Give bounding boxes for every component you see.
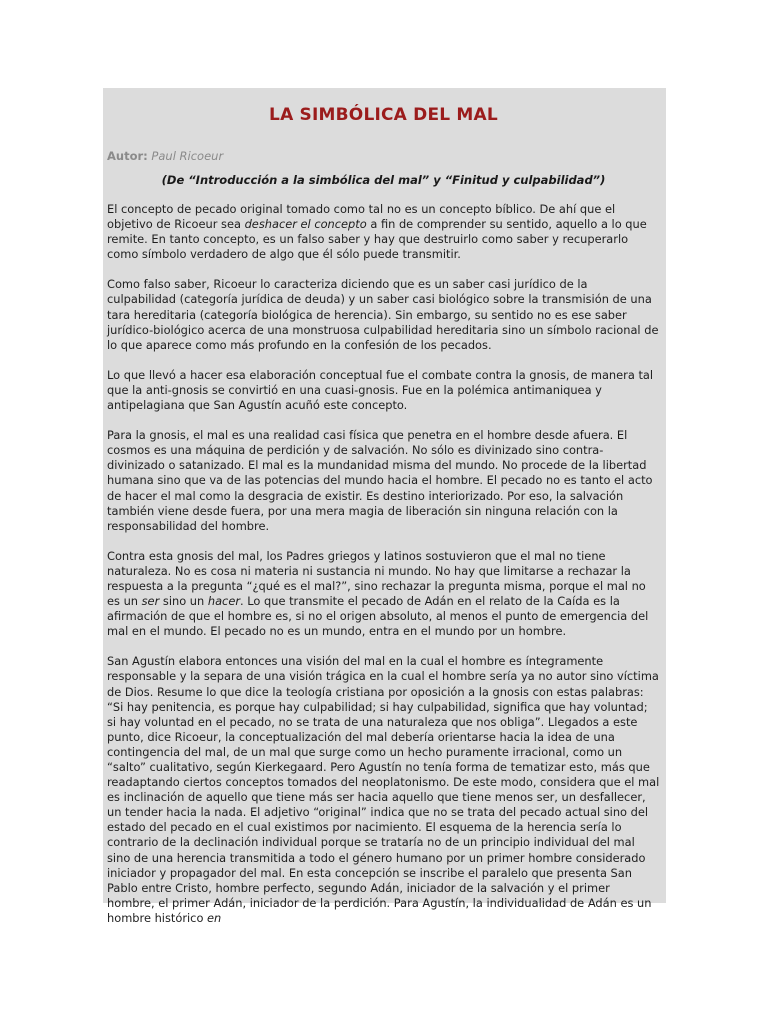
paragraph-3: Lo que llevó a hacer esa elaboración conceptual fue el combate contra la gnosis, de manera tal que la anti-gnosis se convirtió en una cuasi-gnosis. Fue en la polémica antimaniquea y antipelagiana que San Agustín acuñó este concepto. [107,367,654,413]
author-name: Paul Ricoeur [151,149,224,163]
paragraph-5-text-a: Contra esta gnosis del mal, los Padres griegos y latinos sostuvieron que el mal no tiene naturaleza. No es cosa ni materia ni sustancia ni mundo. No hay que limitarse a rechazar la respuesta a la pregunta “¿qué es el mal?”, sino rechazar la pregunta misma, porque el mal no es un [107,548,646,609]
author-line [107,149,660,164]
paragraph-5 [107,549,660,640]
paragraph-1-emphasis: deshacer el concepto [244,217,367,232]
paragraph-4: Para la gnosis, el mal es una realidad casi física que penetra en el hombre desde afuera. El cosmos es una máquina de perdición y de salvación. No sólo es divinizado sino contra-divinizado o satanizado. El mal es la mundanidad misma del mundo. No procede de la libertad humana sino que va de las potencias del mundo hacia el hombre. El pecado no es tanto el acto de hacer el mal como la desgracia de existir. Es destino interiorizado. Por eso, la salvación también viene desde fuera, por una mera magia de liberación sin ninguna relación con la responsabilidad del hombre. [107,428,653,533]
paragraph-5-emphasis-hacer: hacer [207,594,241,609]
document-page [103,88,666,925]
document-subtitle: (De “Introducción a la simbólica del mal” y “Finitud y culpabilidad”) [161,173,606,187]
paragraph-5-text-b: sino un [159,594,208,609]
paragraph-1 [107,202,660,262]
paragraph-6 [107,654,660,926]
paragraph-1-text-a: El concepto de pecado original tomado como tal no es un concepto bíblico. De ahí que el objetivo de Ricoeur sea [107,202,616,232]
paragraph-6-text-a: San Agustín elabora entonces una visión del mal en la cual el hombre es íntegramente responsable y la separa de una visión trágica en la cual el hombre sería ya no autor sino víctima de Dios. Resume lo que dice la teología cristiana por oposición a la gnosis con estas palabras: “Si hay penitencia, es porque hay culpabilidad; si hay culpabilidad, significa que hay voluntad; si hay voluntad en el pecado, no se trata de una naturaleza que nos obliga”. Llegados a este punto, dice Ricoeur, la conceptualización del mal debería orientarse hacia la idea de una contingencia del mal, de un mal que surge como un hecho puramente irracional, como un “salto” cualitativo, según Kierkegaard. Pero Agustín no tenía forma de tematizar esto, más que readaptando ciertos conceptos tomados del neoplatonismo. De este modo, considera que el mal es inclinación de aquello que tiene más ser hacia aquello que tiene menos ser, un desfallecer, un tender hacia la nada. El adjetivo “original” indica que no se trata del pecado actual sino del estado del pecado en el cual existimos por nacimiento. El esquema de la herencia sería lo contrario de la declinación individual porque se trataría no de un principio individual del mal sino de una herencia transmitida a todo el género humano por un primer hombre considerado iniciador y propagador del mal. En esta concepción se inscribe el paralelo que presenta San Pablo entre Cristo, hombre perfecto, segundo Adán, iniciador de la salvación y el primer hombre, el primer Adán, iniciador de la perdición. Para Agustín, la individualidad de Adán es un hombre histórico [107,654,660,925]
paragraph-5-emphasis-ser: ser [141,594,160,609]
paragraph-5-text-c: . Lo que transmite el pecado de Adán en el relato de la Caída es la afirmación de que el hombre es, si no el origen absoluto, al menos el punto de emergencia del mal en el mundo. El pecado no es un mundo, entra en el mundo por un hombre. [107,594,649,639]
author-label: Autor: [107,149,148,163]
document-title: LA SIMBÓLICA DEL MAL [269,105,498,125]
paragraph-6-emphasis: en [207,910,222,925]
paragraph-2: Como falso saber, Ricoeur lo caracteriza diciendo que es un saber casi jurídico de la culpabilidad (categoría jurídica de deuda) y un saber casi biológico sobre la transmisión de una tara hereditaria (categoría biológica de herencia). Sin embargo, su sentido no es ese saber jurídico-biológico acerca de una monstruosa culpabilidad hereditaria sino un símbolo racional de lo que aparece como más profundo en la confesión de los pecados. [107,277,659,352]
paragraph-1-text-b: a fin de comprender su sentido, aquello a lo que remite. En tanto concepto, es un falso saber y hay que destruirlo como saber y recuperarlo como símbolo verdadero de algo que él sólo puede transmitir. [107,217,647,262]
